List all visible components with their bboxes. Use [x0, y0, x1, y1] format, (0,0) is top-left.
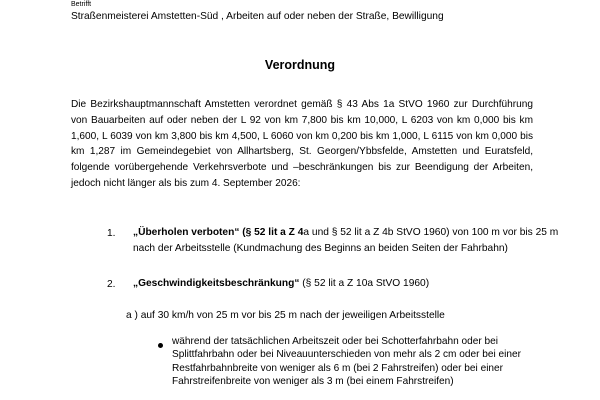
- betrifft-label: Betrifft: [71, 1, 92, 8]
- item-number-1: 1.: [107, 228, 116, 239]
- bullet-icon: [158, 343, 163, 348]
- item-title-1: „Überholen verboten“: [133, 227, 240, 238]
- item-ref-1: (§ 52 lit a Z 4: [239, 227, 304, 238]
- subject-line: Straßenmeisterei Amstetten-Süd , Arbeiten auf oder neben der Straße, Bewilligung: [71, 11, 444, 22]
- item-number-2: 2.: [107, 279, 116, 290]
- intro-paragraph: Die Bezirkshauptmannschaft Amstetten verordnet gemäß § 43 Abs 1a StVO 1960 zur Durchführung von Bauarbeiten auf oder neben der L 92 von km 7,800 bis km 10,000, L 6203 von km 0,000 bis km 1,600, L 6039 von km 3,800 bis km 4,500, L 6060 von km 0,200 bis km 1,000, L 6115 von km 0,000 bis km 1,287 im Gemeindegebiet von Allhartsberg, St. Georgen/Ybbsfelde, Amstetten und Euratsfeld, folgende vorübergehende Verkehrsverbote und –beschränkungen bis zur Beendigung der Arbeiten, jedoch nicht länger als bis zum 4. September 2026:: [71, 99, 533, 189]
- bullet-text: während der tatsächlichen Arbeitszeit oder bei Schotterfahrbahn oder bei Splittfahrbahn oder bei Niveauunterschieden von mehr als 2 cm oder bei einer Restfahrbahnbreite von weniger als 6 m (bei 2 Fahrstreifen) oder bei einer Fahrstreifenbreite von weniger als 3 m (bei einem Fahrstreifen): [172, 336, 521, 387]
- item-body-1: a und § 52 lit a Z 4b StVO 1960) von 100 m vor bis 25 m nach der Arbeitsstelle (Kundmachung des Beginns an beiden Seiten der Fahrbahn): [133, 227, 559, 254]
- item-text-1: [133, 225, 563, 257]
- item-text-2: [133, 276, 563, 292]
- document-title: Verordnung: [264, 58, 336, 72]
- sub-item-a: a ) auf 30 km/h von 25 m vor bis 25 m nach der jeweiligen Arbeitsstelle: [126, 310, 445, 321]
- item-body-2: (§ 52 lit a Z 10a StVO 1960): [299, 278, 430, 289]
- item-title-2: „Geschwindigkeitsbeschränkung“: [133, 278, 300, 289]
